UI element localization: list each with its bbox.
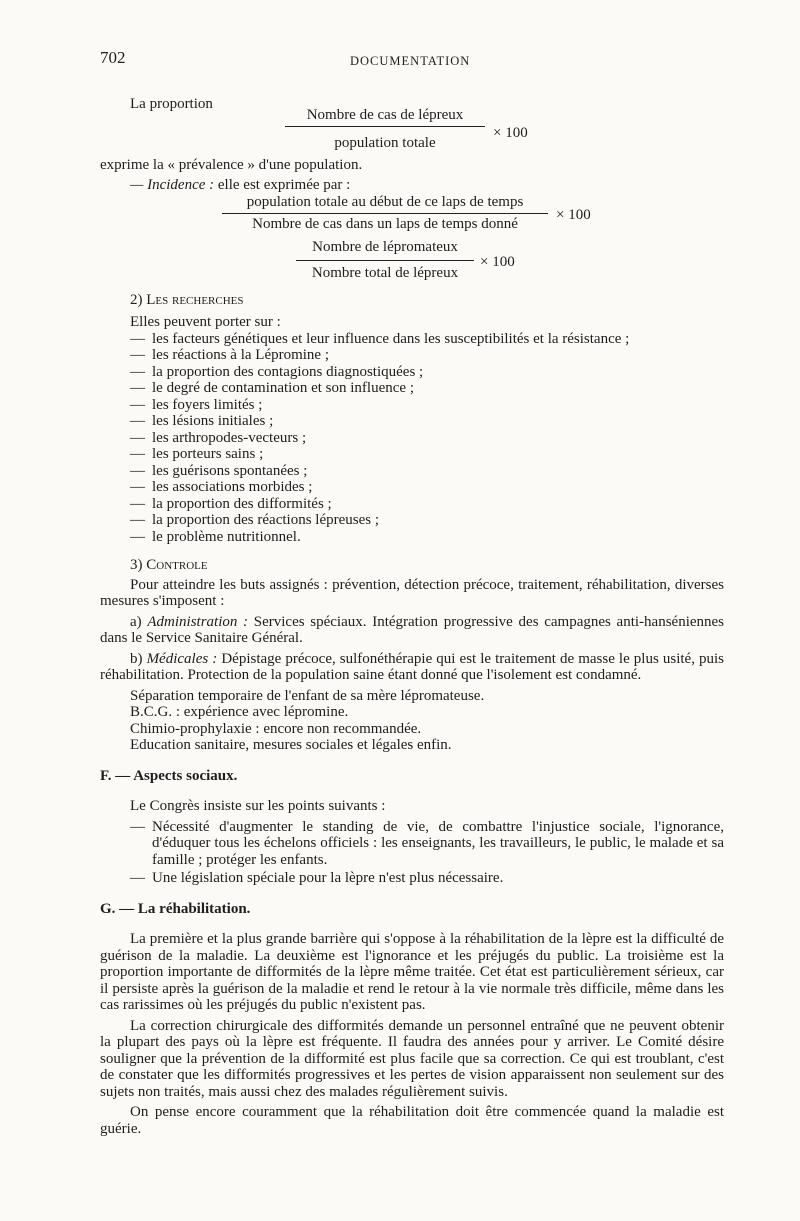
formula-numerator: Nombre de cas de lépreux [306, 106, 464, 123]
controle-item-a [100, 614, 724, 647]
page-header [100, 50, 724, 70]
section-heading-controle [100, 557, 724, 574]
recherches-intro: Elles peuvent porter sur : [130, 314, 281, 330]
list-item: — les facteurs génétiques et leur influence dans les susceptibilités et la résistance ; [130, 331, 724, 348]
list-item: — Nécessité d'augmenter le standing de vie, de combattre l'injustice sociale, l'ignorance, d'éduquer tous les échelons officiels : les enseignants, les travailleurs, le public, le malade et sa famille ; protéger les enfants. [130, 819, 724, 869]
list-item: — Une législation spéciale pour la lèpre n'est plus nécessaire. [130, 870, 724, 887]
controle-item-b [100, 651, 724, 684]
item-term: Médicales : [146, 650, 218, 667]
section-heading-sociaux: F. — Aspects sociaux. [100, 767, 238, 784]
rehabilitation-paragraph: La correction chirurgicale des difformités demande un personnel entraîné que ne peuvent obtenir la plupart des pays où la lèpre est fréquente. Il faudra des années pour y arriver. Le Comité désire souligner que la prévention de la difformité est plus facile que sa correction. Ce qui est troublant, c'est de constater que les difformités progressives et les pertes de vision apparaissent non seulement sur des sujets non traités, mais aussi chez des malades régulièrement suivis. [100, 1017, 724, 1100]
list-item: — les arthropodes-vecteurs ; [130, 430, 724, 447]
formula-numerator: population totale au début de ce laps de temps [246, 193, 524, 210]
item-label: a) [130, 613, 142, 630]
controle-line: Séparation temporaire de l'enfant de sa mère lépromateuse. [130, 687, 485, 704]
running-title: DOCUMENTATION [350, 54, 471, 68]
list-item: — les associations morbides ; [130, 479, 724, 496]
list-item: — le problème nutritionnel. [130, 529, 724, 546]
controle-line: Chimio-prophylaxie : encore non recommandée. [130, 720, 422, 737]
rehabilitation-paragraph: La première et la plus grande barrière qui s'oppose à la réhabilitation de la lèpre est la difficulté de guérison de la maladie. La deuxième est l'ignorance et les préjugés du public. La troisième est la proportion importante de difformités de la lèpre même traitée. Cet état est particulièrement sérieux, car il persiste après la guérison de la maladie et rend le retour à la vie normale très difficile, même dans les cas rarissimes où les préjugés du public n'existent pas. [100, 931, 724, 1013]
list-item: — les porteurs sains ; [130, 446, 724, 463]
formula-denominator: Nombre total de lépreux [311, 265, 459, 281]
document-page [100, 50, 724, 1137]
controle-line: B.C.G. : expérience avec lépromine. [130, 704, 349, 720]
list-item: — la proportion des contagions diagnostiquées ; [130, 364, 724, 381]
item-term: Administration : [147, 613, 249, 630]
heading-text: Les recherches [146, 291, 244, 308]
section-heading-recherches [100, 292, 724, 309]
formula-denominator: Nombre de cas dans un laps de temps donné [252, 216, 518, 232]
prevalence-intro: La proportion [130, 96, 213, 112]
sociaux-list [100, 819, 724, 887]
section-heading-rehabilitation: G. — La réhabilitation. [100, 900, 251, 917]
page-number: 702 [100, 48, 126, 67]
recherches-list [100, 331, 724, 546]
fraction-bar [296, 260, 474, 261]
incidence-text: elle est exprimée par : [217, 177, 351, 193]
incidence-line [100, 177, 724, 194]
heading-text: Controle [146, 557, 208, 573]
list-item: — les foyers limités ; [130, 397, 724, 414]
heading-number: 2) [130, 291, 143, 308]
controle-lines [100, 688, 724, 754]
prevalence-outro: exprime la « prévalence » d'une population. [100, 156, 363, 173]
item-text: Services spéciaux. Intégration progressive des campagnes anti-hanséniennes dans le Service Sanitaire Général. [100, 613, 725, 646]
incidence-label: — Incidence : [130, 177, 215, 193]
controle-paragraph: Pour atteindre les buts assignés : prévention, détection précoce, traitement, réhabilitation, diverses mesures s'imposent : [100, 576, 724, 609]
item-text: Dépistage précoce, sulfonéthérapie qui est le traitement de masse le plus usité, puis réhabilitation. Protection de la population saine étant donné que l'isolement est condamné. [100, 650, 725, 683]
fraction-bar [222, 213, 548, 214]
heading-number: 3) [130, 557, 143, 573]
list-item: — le degré de contamination et son influence ; [130, 380, 724, 397]
formula-multiplier: × 100 [480, 253, 515, 270]
sociaux-intro: Le Congrès insiste sur les points suivants : [130, 798, 386, 814]
list-item: — la proportion des difformités ; [130, 496, 724, 513]
list-item: — les lésions initiales ; [130, 413, 724, 430]
prevalence-formula [100, 106, 724, 157]
list-item: — les réactions à la Lépromine ; [130, 347, 724, 364]
item-label: b) [130, 650, 143, 667]
controle-line: Education sanitaire, mesures sociales et légales enfin. [130, 737, 452, 753]
list-item: — la proportion des réactions lépreuses ; [130, 512, 724, 529]
formula-multiplier: × 100 [556, 206, 591, 223]
fraction-bar [285, 126, 485, 127]
list-item: — les guérisons spontanées ; [130, 463, 724, 480]
lepromateux-formula [100, 236, 724, 290]
rehabilitation-paragraph: On pense encore couramment que la réhabilitation doit être commencée quand la maladie est guérie. [100, 1104, 724, 1137]
formula-numerator: Nombre de lépromateux [312, 238, 458, 255]
formula-multiplier: × 100 [493, 124, 528, 141]
formula-denominator: population totale [334, 135, 436, 151]
incidence-formula [100, 194, 724, 236]
